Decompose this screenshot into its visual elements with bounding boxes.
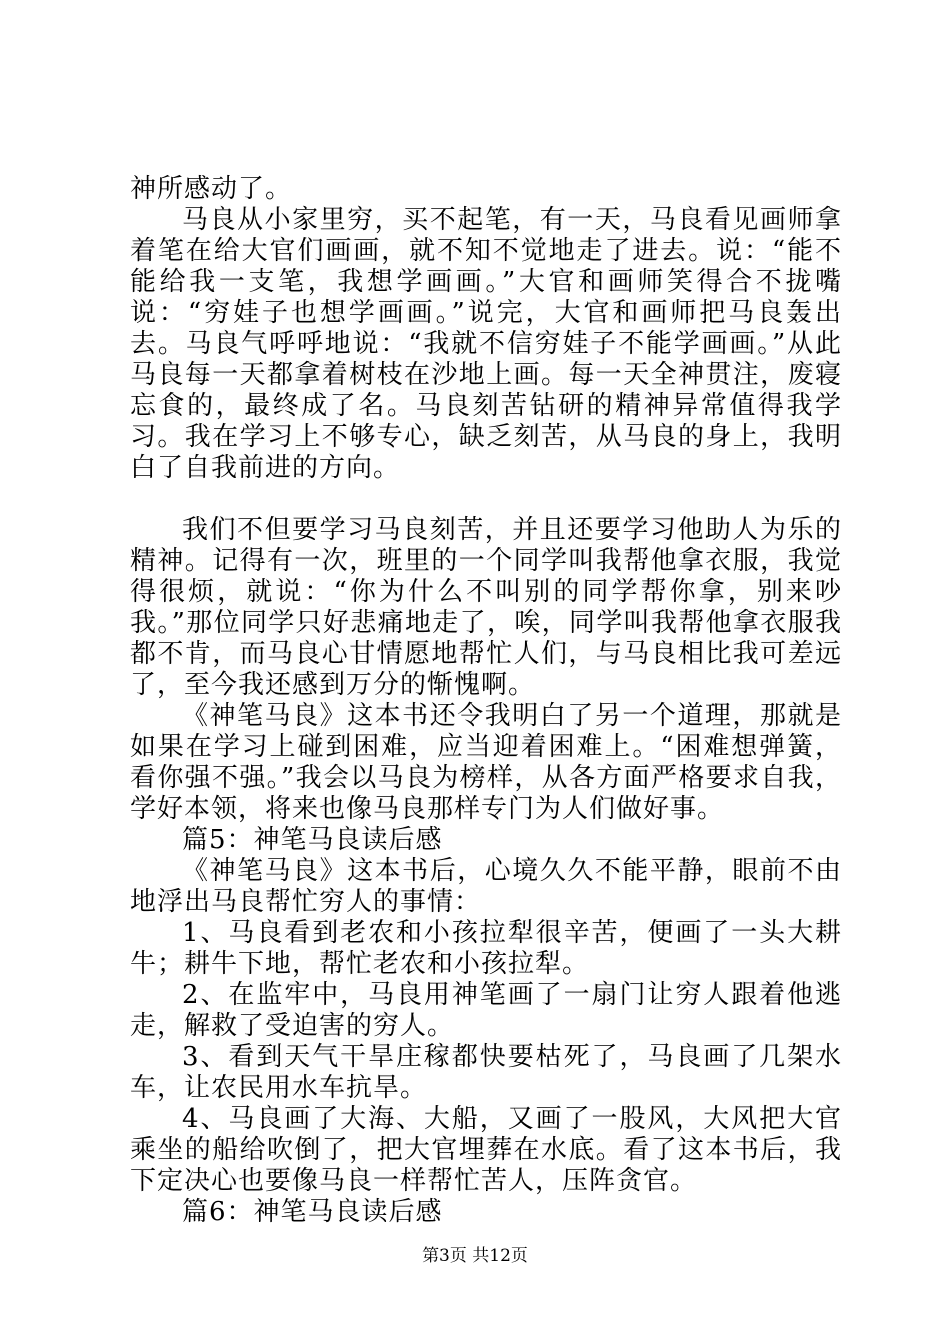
page-number-footer: 第3页 共12页 [422,1246,528,1266]
paragraph-continuation: 神所感动了。 [130,174,293,204]
document-body [130,174,842,1228]
paragraph-lesson: 《神笔马良》这本书还令我明白了另一个道理，那就是如果在学习上碰到困难，应当迎着困难上。“困难想弹簧，看你强不强。”我会以马良为榜样，从各方面严格要求自我，学好本领，将来也像马良那样专门为人们做好事。 [130,701,842,824]
paragraph-ma-liang-story: 马良从小家里穷，买不起笔，有一天，马良看见画师拿着笔在给大官们画画，就不知不觉地走了进去。说：“能不能给我一支笔，我想学画画。”大官和画师笑得合不拢嘴说：“穷娃子也想学画画。”说完，大官和画师把马良轰出去。马良气呼呼地说：“我就不信穷娃子不能学画画。”从此马良每一天都拿着树枝在沙地上画。每一天全神贯注，废寝忘食的，最终成了名。马良刻苦钻研的精神异常值得我学习。我在学习上不够专心，缺乏刻苦，从马良的身上，我明白了自我前进的方向。 [130,205,842,483]
section-heading-6: 篇6：神笔马良读后感 [182,1197,443,1227]
section-heading-5: 篇5：神笔马良读后感 [182,825,443,855]
list-item-2: 2、在监牢中，马良用神笔画了一扇门让穷人跟着他逃走，解救了受迫害的穷人。 [130,980,842,1041]
list-item-4: 4、马良画了大海、大船，又画了一股风，大风把大官乘坐的船给吹倒了，把大官埋葬在水底。看了这本书后，我下定决心也要像马良一样帮忙苦人，压阵贪官。 [130,1104,842,1196]
list-item-3: 3、看到天气干旱庄稼都快要枯死了，马良画了几架水车，让农民用水车抗旱。 [130,1042,842,1103]
list-item-1: 1、马良看到老农和小孩拉犁很辛苦，便画了一头大耕牛；耕牛下地，帮忙老农和小孩拉犁。 [130,918,842,979]
paragraph-intro-5: 《神笔马良》这本书后，心境久久不能平静，眼前不由地浮出马良帮忙穷人的事情： [130,856,842,917]
paragraph-helping-others: 我们不但要学习马良刻苦，并且还要学习他助人为乐的精神。记得有一次，班里的一个同学叫我帮他拿衣服，我觉得很烦，就说：“你为什么不叫别的同学帮你拿，别来吵我。”那位同学只好悲痛地走了，唉，同学叫我帮他拿衣服我都不肯，而马良心甘情愿地帮忙人们，与马良相比我可差远了，至今我还感到万分的惭愧啊。 [130,515,842,700]
